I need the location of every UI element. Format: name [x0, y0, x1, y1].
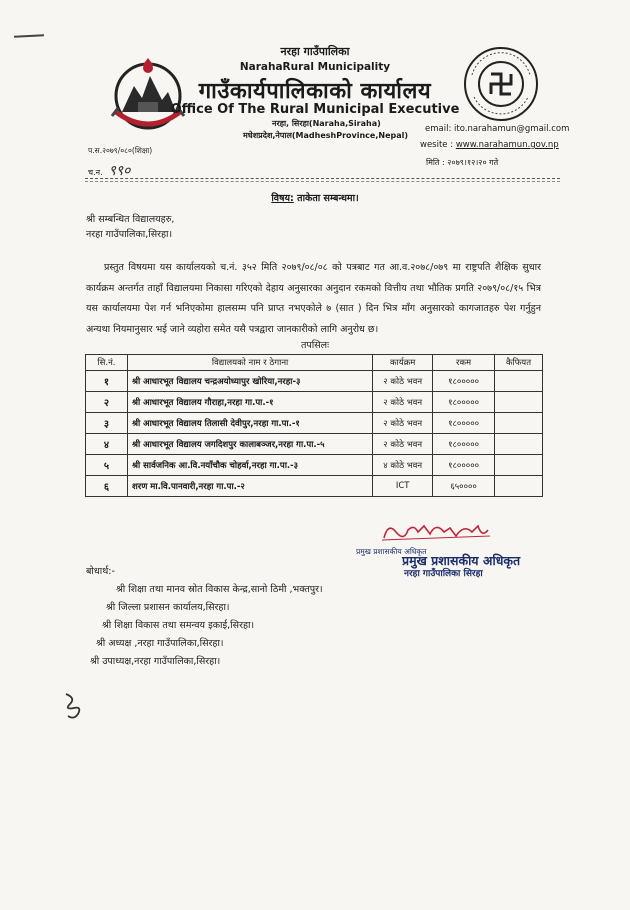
table-row — [86, 392, 543, 413]
header-address-line2: मधेशप्रदेश,नेपाल(MadheshProvince,Nepal) — [243, 131, 409, 140]
scan-corner-mark — [14, 34, 44, 38]
letter-body: प्रस्तुत विषयमा यस कार्यालयको च.नं. ३५२ मिति २०७९/०८/०८ को पत्रबाट गत आ.व.२०७८/०७९ मा राष्ट्रपति शैक्षिक सुधार कार्यक्रम अन्तर्गत ताहाँ विद्यालयमा निकासा गरिएको देहाय अनुसारका अनुदान रकमको वित्तीय तथा भौतिक प्रगति २०७९/०८/१५ भित्र यस कार्यालयमा पेश गर्न भनिएकोमा हालसम्म पनि प्राप्त नभएकोले ७ (सात ) दिन भित्र माँग अनुसारको कागजातहरु पेश गर्नुहुन अन्यथा नियमानुसार भई जाने व्यहोरा समेत यसै पत्रद्वारा जानकारीको लागि अनुरोध छ। — [86, 262, 541, 335]
header-website — [420, 140, 559, 150]
row-program: २ कोठे भवन — [373, 371, 433, 392]
cc-item: श्री जिल्ला प्रशासन कार्यालय,सिरहा। — [106, 602, 230, 613]
row-school: श्री आधारभूत विद्यालय तिलासी देवीपुर,नरहा गा.पा.-१ — [127, 413, 372, 434]
details-label: तपसिलः — [300, 340, 330, 351]
header-municipality-en: NarahaRural Municipality — [239, 61, 391, 73]
website-label: wesite : — [420, 140, 456, 150]
signature-title-small: प्रमुख प्रशासकीय अधिकृत — [356, 547, 427, 556]
cc-list — [86, 582, 323, 672]
chalani-label: च.न. — [88, 168, 103, 177]
table-row — [86, 476, 543, 497]
header-address-line1: नरहा, सिरहा(Naraha,Siraha) — [272, 119, 381, 128]
row-amount: १८००००० — [433, 392, 495, 413]
table-row — [86, 434, 543, 455]
row-remarks — [495, 371, 543, 392]
cc-item: श्री शिक्षा तथा मानव स्रोत विकास केन्द्र,सानो ठिमी ,भक्तपुर। — [116, 584, 323, 595]
row-program: २ कोठे भवन — [373, 434, 433, 455]
table-header-row — [86, 355, 543, 371]
row-sn: १ — [86, 371, 128, 392]
header-office-en: Office Of The Rural Municipal Executive — [170, 102, 460, 117]
letter-date: मिति : २०७९।१२।२० गते — [426, 158, 499, 167]
row-school: श्री सार्वजनिक आ.वि.नयाँचौक चोहर्वा,नरहा गा.पा.-३ — [127, 455, 372, 476]
cc-item: श्री अध्यक्ष ,नरहा गाउँपालिका,सिरहा। — [96, 638, 224, 649]
row-amount: १८००००० — [433, 371, 495, 392]
header-email: email: ito.narahamun@gmail.com — [425, 124, 570, 134]
header-remarks: कैफियत — [495, 355, 543, 371]
row-remarks — [495, 476, 543, 497]
table-row — [86, 455, 543, 476]
row-school: शरण मा.वि.पानवारी,नरहा गा.पा.-२ — [127, 476, 372, 497]
row-program: २ कोठे भवन — [373, 413, 433, 434]
grant-table — [85, 354, 543, 497]
row-program: ४ कोठे भवन — [373, 455, 433, 476]
cc-label: बोधार्थ:- — [86, 566, 115, 577]
handwritten-mark-icon — [62, 690, 84, 720]
signature-office: नरहा गाउँपालिका सिरहा — [404, 569, 483, 579]
cc-item: श्री उपाध्यक्ष,नरहा गाउँपालिका,सिरहा। — [90, 656, 221, 667]
letter-subject — [0, 191, 630, 204]
row-program: २ कोठे भवन — [373, 392, 433, 413]
table-row — [86, 371, 543, 392]
signature-stamp-title: प्रमुख प्रशासकीय अधिकृत — [402, 553, 521, 568]
subject-label: विषय: — [271, 193, 294, 204]
recipient-line2: नरहा गाउँपालिका,सिरहा। — [86, 229, 173, 240]
row-sn: ५ — [86, 455, 128, 476]
header-sn: सि.नं. — [86, 355, 128, 371]
header-municipality-np: नरहा गाउँपालिका — [280, 45, 350, 58]
header-divider — [85, 178, 560, 179]
row-remarks — [495, 455, 543, 476]
row-remarks — [495, 434, 543, 455]
reference-patra-sankhya: प.स.२०७९/०८०(शिक्षा) — [88, 146, 153, 155]
recipient-line1: श्री सम्बन्धित विद्यालयहरु, — [86, 214, 175, 225]
header-amount: रकम — [433, 355, 495, 371]
header-school: विद्यालयको नाम र ठेगाना — [127, 355, 372, 371]
row-remarks — [495, 392, 543, 413]
table-row — [86, 413, 543, 434]
website-url: www.narahamun.gov.np — [455, 140, 559, 150]
row-school: श्री आधारभूत विद्यालय जगदिशपुर कालाबञ्जर,नरहा गा.पा.-५ — [127, 434, 372, 455]
row-sn: ३ — [86, 413, 128, 434]
signature-scribble-icon — [378, 518, 498, 546]
header-program: कार्यक्रम — [373, 355, 433, 371]
row-amount: १८००००० — [433, 455, 495, 476]
row-school: श्री आधारभूत विद्यालय चन्द्रअयोध्यापुर खोरिया,नरहा-३ — [127, 371, 372, 392]
row-sn: ४ — [86, 434, 128, 455]
cc-item: श्री शिक्षा विकास तथा समन्वय इकाई,सिरहा। — [102, 620, 255, 631]
chalani-number: ९९० — [108, 163, 131, 179]
row-amount: १८००००० — [433, 434, 495, 455]
header-divider-secondary — [85, 181, 560, 182]
row-school: श्री आधारभूत विद्यालय गौराहा,नरहा गा.पा.-१ — [127, 392, 372, 413]
row-sn: २ — [86, 392, 128, 413]
row-amount: १८००००० — [433, 413, 495, 434]
row-program: ICT — [373, 476, 433, 497]
row-remarks — [495, 413, 543, 434]
row-sn: ६ — [86, 476, 128, 497]
subject-text: ताकेता सम्बन्धमा। — [297, 193, 359, 204]
row-amount: ६५०००० — [433, 476, 495, 497]
header-office-np: गाउँकार्यपालिकाको कार्यालय — [198, 79, 432, 104]
